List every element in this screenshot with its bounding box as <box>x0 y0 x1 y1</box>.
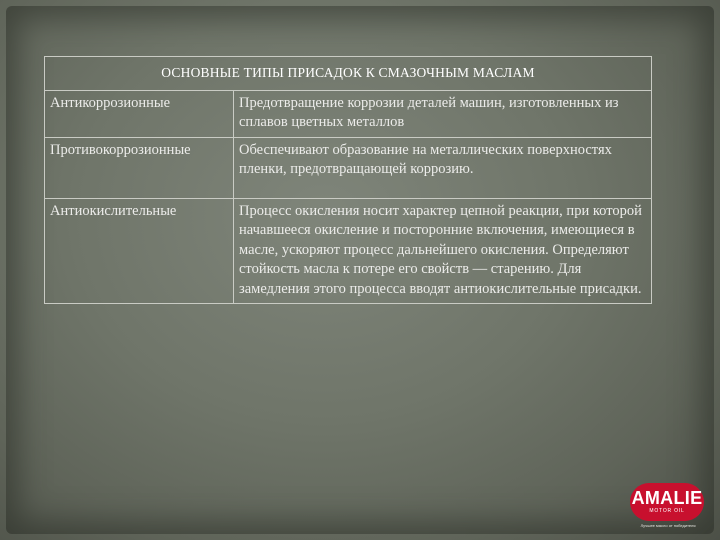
amalie-logo <box>628 483 708 535</box>
table-row <box>45 90 652 137</box>
additive-description-cell: Процесс окисления носит характер цепной реакции, при которой начавшееся окисление и посторонние включения, имеющиеся в масле, ускоряют процесс дальнейшего окисления. Определяют стойкость масла к потере его свойств — старению. Для замедления этого процесса вводят антиокислительные присадки. <box>234 198 652 304</box>
additive-type-cell: Противокоррозионные <box>45 137 234 198</box>
logo-subtitle: MOTOR OIL <box>649 508 685 514</box>
additive-type-cell: Антиокислительные <box>45 198 234 304</box>
table-header-row <box>45 57 652 91</box>
table-title: ОСНОВНЫЕ ТИПЫ ПРИСАДОК К СМАЗОЧНЫМ МАСЛАМ <box>45 57 652 91</box>
table-row <box>45 137 652 198</box>
additives-table <box>44 56 652 304</box>
additive-description-cell: Предотвращение коррозии деталей машин, изготовленных из сплавов цветных металлов <box>234 90 652 137</box>
logo-brand: AMALIE <box>631 488 703 508</box>
additive-type-cell: Антикоррозионные <box>45 90 234 137</box>
additive-description-cell: Обеспечивают образование на металлических поверхностях пленки, предотвращающей коррозию. <box>234 137 652 198</box>
logo-badge <box>630 483 704 521</box>
logo-caption: Лучшее масло от победителя <box>640 523 696 528</box>
table-row <box>45 198 652 304</box>
